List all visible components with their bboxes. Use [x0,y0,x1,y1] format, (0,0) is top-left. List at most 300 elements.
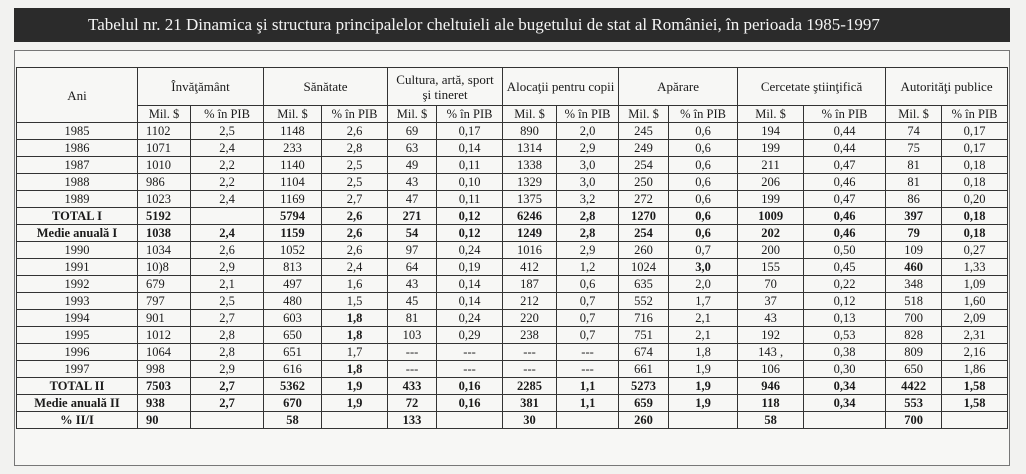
table-row [17,395,1008,412]
row-label: 1988 [17,174,138,191]
cell-pct-pib: 0,7 [557,310,619,327]
header-pib: % în PIB [322,106,388,123]
cell-pct-pib: 0,19 [437,259,503,276]
cell-mil-usd: 1249 [503,225,557,242]
header-mil: Mil. $ [388,106,437,123]
cell-pct-pib: 2,6 [191,242,264,259]
header-group-health: Sănătate [264,68,388,106]
row-label: TOTAL I [17,208,138,225]
row-label: 1990 [17,242,138,259]
cell-mil-usd: 1012 [138,327,191,344]
cell-mil-usd: 1024 [619,259,669,276]
header-mil: Mil. $ [503,106,557,123]
cell-mil-usd: 1104 [264,174,322,191]
header-mil: Mil. $ [138,106,191,123]
cell-mil-usd: 81 [388,310,437,327]
cell-pct-pib: 0,44 [804,140,886,157]
cell-mil-usd: 74 [886,123,942,140]
cell-pct-pib: 0,16 [437,378,503,395]
cell-pct-pib: 2,4 [322,259,388,276]
cell-mil-usd: 938 [138,395,191,412]
cell-pct-pib: 2,7 [191,378,264,395]
cell-pct-pib: 0,17 [942,123,1008,140]
cell-pct-pib [942,412,1008,429]
cell-pct-pib: --- [437,344,503,361]
table-row [17,276,1008,293]
cell-pct-pib: 0,18 [942,225,1008,242]
cell-mil-usd: 58 [738,412,804,429]
header-group-education: Învăţământ [138,68,264,106]
table-frame [14,50,1010,466]
cell-pct-pib [191,412,264,429]
header-mil: Mil. $ [886,106,942,123]
header-mil: Mil. $ [619,106,669,123]
row-label: 1994 [17,310,138,327]
cell-pct-pib: 0,6 [669,140,738,157]
cell-pct-pib: 1,8 [322,327,388,344]
cell-mil-usd: 1023 [138,191,191,208]
cell-pct-pib [669,412,738,429]
cell-pct-pib: 0,38 [804,344,886,361]
cell-mil-usd: 254 [619,157,669,174]
cell-mil-usd: 7503 [138,378,191,395]
cell-pct-pib: 0,6 [669,191,738,208]
row-label: TOTAL II [17,378,138,395]
cell-pct-pib: 2,6 [322,225,388,242]
table-row [17,327,1008,344]
cell-mil-usd: 143 , [738,344,804,361]
cell-mil-usd: 518 [886,293,942,310]
cell-pct-pib: 2,1 [669,327,738,344]
budget-table [16,67,1008,429]
cell-pct-pib: --- [437,361,503,378]
cell-mil-usd: --- [388,344,437,361]
cell-pct-pib: 0,7 [557,293,619,310]
cell-mil-usd: 480 [264,293,322,310]
cell-pct-pib: 2,4 [191,225,264,242]
cell-mil-usd: 49 [388,157,437,174]
cell-pct-pib: 0,14 [437,276,503,293]
cell-pct-pib: 2,5 [322,157,388,174]
row-label: 1991 [17,259,138,276]
cell-pct-pib: 1,86 [942,361,1008,378]
table-row [17,242,1008,259]
cell-pct-pib: 2,0 [557,123,619,140]
cell-pct-pib: 0,17 [942,140,1008,157]
header-pib: % în PIB [557,106,619,123]
cell-mil-usd: 1338 [503,157,557,174]
cell-mil-usd: 679 [138,276,191,293]
cell-mil-usd: 1102 [138,123,191,140]
header-pib: % în PIB [669,106,738,123]
cell-pct-pib: 0,46 [804,174,886,191]
cell-pct-pib: 2,8 [557,208,619,225]
cell-pct-pib: 0,44 [804,123,886,140]
cell-mil-usd: 47 [388,191,437,208]
row-label: Medie anuală I [17,225,138,242]
cell-mil-usd: 650 [886,361,942,378]
cell-mil-usd: 206 [738,174,804,191]
cell-pct-pib: 1,2 [557,259,619,276]
cell-pct-pib: 0,6 [669,123,738,140]
cell-mil-usd: 998 [138,361,191,378]
cell-mil-usd: 245 [619,123,669,140]
cell-pct-pib: 1,7 [669,293,738,310]
cell-pct-pib: 0,6 [669,174,738,191]
cell-mil-usd: 118 [738,395,804,412]
cell-mil-usd: 200 [738,242,804,259]
cell-mil-usd: 81 [886,174,942,191]
cell-mil-usd: 674 [619,344,669,361]
table-row [17,123,1008,140]
cell-mil-usd: 5794 [264,208,322,225]
cell-pct-pib [322,412,388,429]
cell-mil-usd: 700 [886,412,942,429]
cell-mil-usd: 63 [388,140,437,157]
cell-mil-usd: 254 [619,225,669,242]
cell-pct-pib: 3,0 [557,157,619,174]
cell-mil-usd: 553 [886,395,942,412]
cell-pct-pib: 2,6 [322,242,388,259]
cell-mil-usd: 72 [388,395,437,412]
table-body [17,123,1008,429]
cell-pct-pib: 1,58 [942,395,1008,412]
header-pib: % în PIB [191,106,264,123]
cell-mil-usd: 199 [738,191,804,208]
cell-mil-usd: 1169 [264,191,322,208]
table-row [17,140,1008,157]
row-label: 1995 [17,327,138,344]
cell-pct-pib: 1,8 [322,310,388,327]
cell-mil-usd: --- [503,361,557,378]
cell-pct-pib [557,412,619,429]
cell-mil-usd: --- [503,344,557,361]
row-label: 1993 [17,293,138,310]
cell-pct-pib: 0,16 [437,395,503,412]
cell-mil-usd: 651 [264,344,322,361]
cell-pct-pib: 1,58 [942,378,1008,395]
table-row [17,225,1008,242]
row-label: 1997 [17,361,138,378]
cell-mil-usd: 192 [738,327,804,344]
cell-pct-pib: 0,17 [437,123,503,140]
cell-mil-usd: 187 [503,276,557,293]
cell-pct-pib: 0,30 [804,361,886,378]
cell-mil-usd: 1009 [738,208,804,225]
cell-mil-usd: 249 [619,140,669,157]
cell-pct-pib: 2,8 [191,344,264,361]
cell-pct-pib: 0,29 [437,327,503,344]
cell-mil-usd: 70 [738,276,804,293]
cell-pct-pib: 0,20 [942,191,1008,208]
cell-pct-pib: 2,31 [942,327,1008,344]
cell-mil-usd: 43 [388,276,437,293]
cell-mil-usd: 271 [388,208,437,225]
cell-mil-usd: 946 [738,378,804,395]
cell-mil-usd: 635 [619,276,669,293]
row-label: 1996 [17,344,138,361]
cell-pct-pib: 1,09 [942,276,1008,293]
cell-pct-pib: 0,11 [437,157,503,174]
cell-pct-pib: 1,33 [942,259,1008,276]
cell-pct-pib: 2,16 [942,344,1008,361]
cell-mil-usd: 79 [886,225,942,242]
cell-pct-pib: 2,5 [191,293,264,310]
cell-pct-pib: 2,1 [669,310,738,327]
header-row-units [17,106,1008,123]
cell-mil-usd: 81 [886,157,942,174]
cell-pct-pib: 3,0 [557,174,619,191]
cell-mil-usd: 986 [138,174,191,191]
cell-pct-pib: --- [557,344,619,361]
cell-pct-pib: 0,53 [804,327,886,344]
cell-mil-usd: 412 [503,259,557,276]
cell-pct-pib: 0,18 [942,174,1008,191]
cell-mil-usd: 661 [619,361,669,378]
cell-mil-usd: 260 [619,242,669,259]
header-pib: % în PIB [942,106,1008,123]
cell-pct-pib: 1,6 [322,276,388,293]
cell-pct-pib: 2,6 [322,123,388,140]
cell-mil-usd: 1071 [138,140,191,157]
cell-pct-pib: 2,1 [191,276,264,293]
cell-pct-pib: 0,24 [437,242,503,259]
cell-pct-pib: 2,7 [322,191,388,208]
cell-mil-usd: 828 [886,327,942,344]
cell-mil-usd: 4422 [886,378,942,395]
cell-mil-usd: 54 [388,225,437,242]
cell-pct-pib: 0,11 [437,191,503,208]
cell-pct-pib: 0,6 [557,276,619,293]
cell-pct-pib: 0,45 [804,259,886,276]
cell-mil-usd: 43 [388,174,437,191]
header-pib: % în PIB [804,106,886,123]
cell-mil-usd: 220 [503,310,557,327]
cell-mil-usd: 233 [264,140,322,157]
cell-mil-usd: 670 [264,395,322,412]
cell-pct-pib: 1,9 [322,378,388,395]
cell-pct-pib [191,208,264,225]
row-label: 1992 [17,276,138,293]
cell-pct-pib: 0,50 [804,242,886,259]
cell-pct-pib: 0,47 [804,191,886,208]
cell-mil-usd: 1159 [264,225,322,242]
row-label: % II/I [17,412,138,429]
cell-mil-usd: 1038 [138,225,191,242]
cell-pct-pib: 2,4 [191,191,264,208]
cell-mil-usd: 272 [619,191,669,208]
cell-mil-usd: 901 [138,310,191,327]
table-row [17,310,1008,327]
cell-mil-usd: 5273 [619,378,669,395]
cell-pct-pib: 0,12 [437,208,503,225]
cell-mil-usd: 552 [619,293,669,310]
cell-mil-usd: 397 [886,208,942,225]
cell-mil-usd: 97 [388,242,437,259]
header-group-culture: Cultura, artă, sport şi tineret [388,68,503,106]
cell-pct-pib: 2,9 [557,242,619,259]
cell-pct-pib: 1,9 [669,395,738,412]
cell-mil-usd: 751 [619,327,669,344]
cell-mil-usd: 86 [886,191,942,208]
cell-pct-pib: 2,8 [322,140,388,157]
cell-mil-usd: 659 [619,395,669,412]
header-group-child-allowance: Alocaţii pentru copii [503,68,619,106]
cell-pct-pib: 1,9 [322,395,388,412]
cell-mil-usd: 809 [886,344,942,361]
table-title: Tabelul nr. 21 Dinamica şi structura principalelor cheltuieli ale bugetului de stat al României, în perioada 1985-1997 [14,8,1010,42]
cell-pct-pib: 2,5 [191,123,264,140]
cell-pct-pib: 3,0 [669,259,738,276]
table-row [17,412,1008,429]
header-mil: Mil. $ [738,106,804,123]
cell-mil-usd: 1064 [138,344,191,361]
cell-mil-usd: 238 [503,327,557,344]
cell-mil-usd: 202 [738,225,804,242]
cell-mil-usd: 650 [264,327,322,344]
header-group-defense: Apărare [619,68,738,106]
cell-mil-usd: 155 [738,259,804,276]
cell-pct-pib: 1,5 [322,293,388,310]
cell-pct-pib: 0,14 [437,293,503,310]
cell-mil-usd: 260 [619,412,669,429]
cell-pct-pib: 0,14 [437,140,503,157]
cell-pct-pib: 3,2 [557,191,619,208]
cell-mil-usd: 10)8 [138,259,191,276]
cell-pct-pib: 1,8 [322,361,388,378]
cell-pct-pib: 0,46 [804,225,886,242]
cell-mil-usd: 348 [886,276,942,293]
cell-mil-usd: 2285 [503,378,557,395]
header-years: Ani [17,68,138,123]
cell-mil-usd: 797 [138,293,191,310]
cell-mil-usd: 1052 [264,242,322,259]
cell-pct-pib: 0,12 [437,225,503,242]
cell-pct-pib [437,412,503,429]
cell-pct-pib: 2,9 [191,259,264,276]
header-group-research: Cercetate ştiinţifică [738,68,886,106]
cell-pct-pib: 1,7 [322,344,388,361]
table-row [17,361,1008,378]
cell-pct-pib: 0,6 [669,225,738,242]
header-row-groups [17,68,1008,106]
cell-pct-pib: 1,60 [942,293,1008,310]
cell-mil-usd: 43 [738,310,804,327]
cell-mil-usd: 497 [264,276,322,293]
cell-pct-pib: 0,18 [942,208,1008,225]
cell-pct-pib: 1,9 [669,361,738,378]
cell-pct-pib: 2,6 [322,208,388,225]
cell-mil-usd: 106 [738,361,804,378]
cell-mil-usd: 64 [388,259,437,276]
cell-mil-usd: 460 [886,259,942,276]
cell-pct-pib: 0,34 [804,378,886,395]
cell-pct-pib: 0,24 [437,310,503,327]
cell-pct-pib: 2,5 [322,174,388,191]
cell-mil-usd: 813 [264,259,322,276]
cell-mil-usd: 212 [503,293,557,310]
cell-mil-usd: 700 [886,310,942,327]
table-row [17,344,1008,361]
cell-mil-usd: 1270 [619,208,669,225]
table-row [17,191,1008,208]
cell-pct-pib: 0,46 [804,208,886,225]
cell-mil-usd: 1148 [264,123,322,140]
cell-mil-usd: 109 [886,242,942,259]
cell-pct-pib: 0,22 [804,276,886,293]
cell-pct-pib: 2,4 [191,140,264,157]
cell-pct-pib: 2,7 [191,310,264,327]
cell-mil-usd: 1010 [138,157,191,174]
cell-mil-usd: 1016 [503,242,557,259]
cell-mil-usd: 616 [264,361,322,378]
cell-pct-pib: 1,1 [557,378,619,395]
cell-mil-usd: 1329 [503,174,557,191]
table-row [17,174,1008,191]
cell-mil-usd: 1314 [503,140,557,157]
row-label: 1986 [17,140,138,157]
cell-pct-pib: 0,47 [804,157,886,174]
cell-mil-usd: 37 [738,293,804,310]
table-row [17,208,1008,225]
header-mil: Mil. $ [264,106,322,123]
cell-pct-pib [804,412,886,429]
row-label: 1985 [17,123,138,140]
cell-pct-pib: 1,9 [669,378,738,395]
cell-pct-pib: 1,1 [557,395,619,412]
cell-pct-pib: 2,8 [557,225,619,242]
cell-mil-usd: 1140 [264,157,322,174]
cell-pct-pib: 0,6 [669,208,738,225]
table-row [17,157,1008,174]
cell-pct-pib: 2,2 [191,174,264,191]
cell-mil-usd: 381 [503,395,557,412]
cell-pct-pib: 2,7 [191,395,264,412]
cell-pct-pib: 0,13 [804,310,886,327]
cell-pct-pib: 0,7 [669,242,738,259]
cell-mil-usd: 211 [738,157,804,174]
table-row [17,293,1008,310]
cell-mil-usd: 75 [886,140,942,157]
cell-pct-pib: 2,9 [557,140,619,157]
cell-pct-pib: 1,8 [669,344,738,361]
table-row [17,259,1008,276]
cell-pct-pib: 2,09 [942,310,1008,327]
cell-mil-usd: 90 [138,412,191,429]
cell-pct-pib: 2,8 [191,327,264,344]
cell-mil-usd: 6246 [503,208,557,225]
cell-pct-pib: 0,7 [557,327,619,344]
cell-mil-usd: 716 [619,310,669,327]
cell-mil-usd: 45 [388,293,437,310]
cell-mil-usd: 1375 [503,191,557,208]
header-pib: % în PIB [437,106,503,123]
cell-pct-pib: 2,0 [669,276,738,293]
cell-pct-pib: 2,2 [191,157,264,174]
cell-pct-pib: --- [557,361,619,378]
cell-mil-usd: 133 [388,412,437,429]
row-label: 1989 [17,191,138,208]
cell-pct-pib: 0,18 [942,157,1008,174]
cell-pct-pib: 0,12 [804,293,886,310]
cell-mil-usd: 199 [738,140,804,157]
cell-mil-usd: 30 [503,412,557,429]
cell-mil-usd: 433 [388,378,437,395]
cell-pct-pib: 0,10 [437,174,503,191]
cell-pct-pib: 0,34 [804,395,886,412]
header-group-public-authorities: Autorităţi publice [886,68,1008,106]
cell-pct-pib: 0,6 [669,157,738,174]
